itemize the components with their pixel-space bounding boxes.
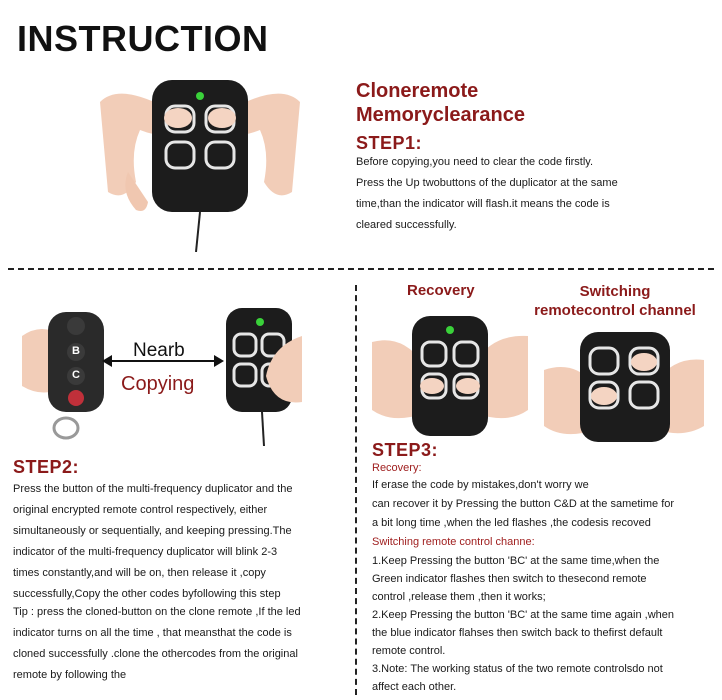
switching-heading (520, 282, 710, 320)
switching-line: remote control. (372, 645, 446, 657)
recovery-heading: Recovery (407, 282, 475, 299)
step2-line: Press the button of the multi-frequency duplicator and the (13, 483, 293, 495)
step2-line: successfully,Copy the other codes byfollowing this step (13, 588, 281, 600)
recovery-text (372, 476, 717, 533)
remote-button-c: C (72, 369, 80, 381)
clone-memory-heading (356, 79, 525, 127)
step3-label: STEP3: (372, 440, 439, 460)
step1-line: time,than the indicator will flash.it means the code is (356, 198, 610, 210)
tip-line: indicator turns on all the time , that meansthat the code is (13, 627, 292, 639)
recovery-line: a bit long time ,when the led flashes ,the codesis recoved (372, 517, 651, 529)
switching-line: 1.Keep Pressing the button 'BC' at the same time,when the (372, 555, 660, 567)
step1-line: Before copying,you need to clear the code firstly. (356, 156, 594, 168)
switching-subheading: Switching remote control channe: (372, 536, 535, 548)
switching-heading-line2: remotecontrol channel (534, 302, 696, 319)
page-title: INSTRUCTION (17, 18, 269, 59)
switching-line: control ,release them ,then it works; (372, 591, 546, 603)
horizontal-divider (8, 268, 714, 270)
nearb-label: Nearb (133, 340, 185, 361)
tip-line: remote by following the (13, 669, 127, 681)
recovery-line: If erase the code by mistakes,don't worry we (372, 479, 589, 491)
switching-remote-image (544, 330, 704, 442)
switching-line: the blue indicator flahses then switch back to thefirst default (372, 627, 663, 639)
switching-text (372, 552, 717, 696)
step1-text (356, 152, 706, 236)
tip-line: cloned successfully .clone the othercodes from the original (13, 648, 298, 660)
step2-line: indicator of the multi-frequency duplicator will blink 2-3 (13, 546, 278, 558)
recovery-remote-image (372, 314, 528, 438)
copying-label: Copying (121, 373, 195, 395)
step2-line: original encrypted remote control respectively, either (13, 504, 268, 516)
step2-label: STEP2: (13, 457, 80, 477)
recovery-subheading: Recovery: (372, 462, 422, 474)
vertical-divider (355, 285, 357, 695)
step1-remote-image (100, 72, 300, 252)
switching-heading-line1: Switching (579, 283, 651, 300)
step2-line: simultaneously or sequentially, and keeping pressing.The (13, 525, 292, 537)
recovery-line: can recover it by Pressing the button C&D at the sametime for (372, 498, 675, 510)
switching-line: 3.Note: The working status of the two remote controlsdo not (372, 663, 663, 675)
switching-line: Green indicator flashes then switch to thesecond remote (372, 573, 647, 585)
step2-text (13, 479, 351, 605)
step2-tip (13, 602, 351, 686)
remote-button-b: B (72, 345, 80, 357)
duplicator-remote-image (222, 306, 302, 446)
step1-line: cleared successfully. (356, 219, 457, 231)
step2-line: times constantly,and will be on, then release it ,copy (13, 567, 266, 579)
clone-heading-line1: Cloneremote (356, 80, 479, 102)
clone-heading-line2: Memoryclearance (356, 104, 525, 126)
step1-label: STEP1: (356, 133, 423, 153)
original-remote-image (22, 308, 112, 440)
switching-line: affect each other. (372, 681, 457, 693)
step1-line: Press the Up twobuttons of the duplicator at the same (356, 177, 618, 189)
switching-line: 2.Keep Pressing the button 'BC' at the same time again ,when (372, 609, 674, 621)
tip-line: Tip : press the cloned-button on the clone remote ,If the led (13, 606, 301, 618)
